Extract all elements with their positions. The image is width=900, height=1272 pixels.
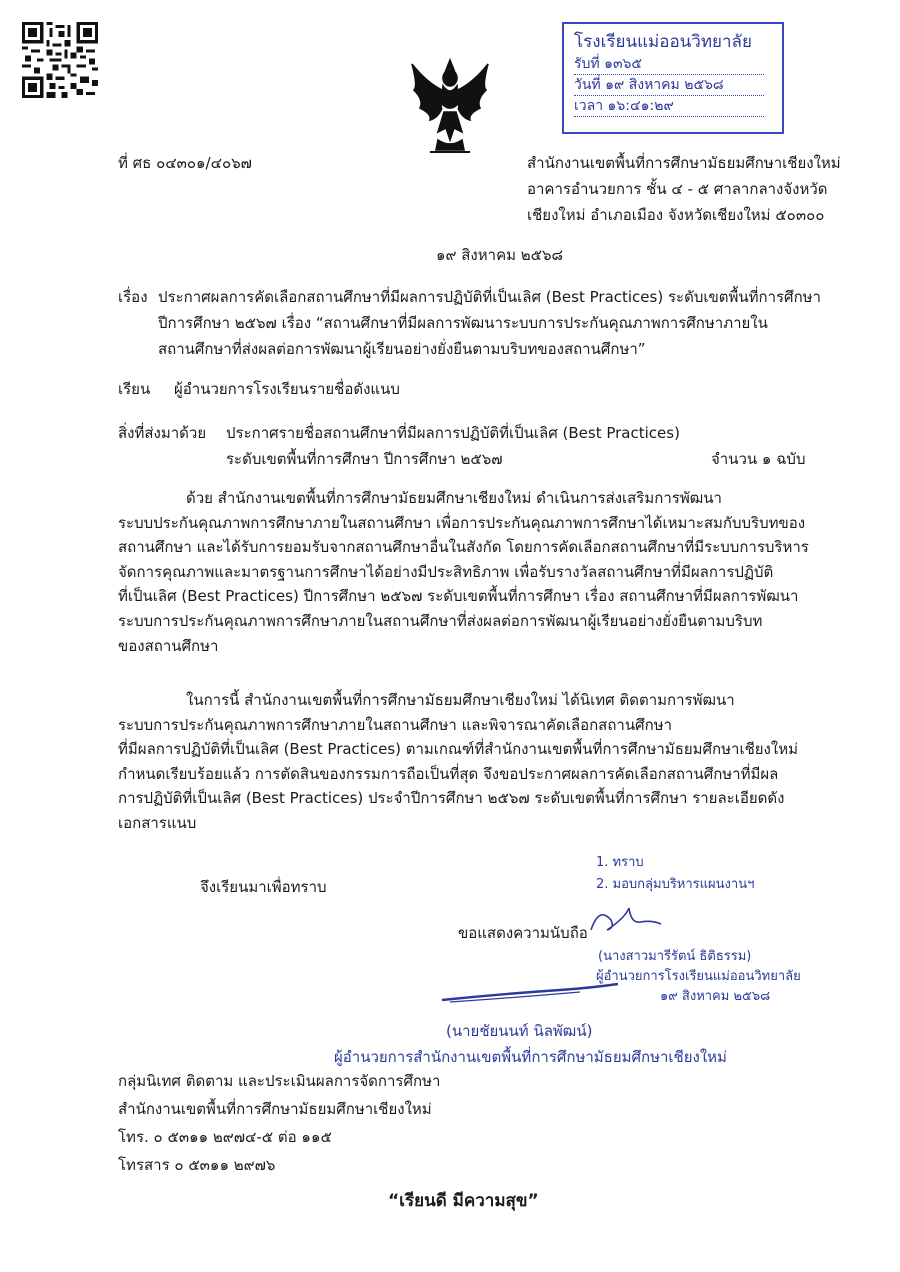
qr-code-icon bbox=[22, 22, 98, 98]
subject-line-3: สถานศึกษาที่ส่งผลต่อการพัฒนาผู้เรียนอย่างยั่งยืนตามบริบทของสถานศึกษา” bbox=[158, 340, 646, 358]
enclosure-count: จำนวน ๑ ฉบับ bbox=[711, 450, 806, 468]
body-p1-line: ด้วย สำนักงานเขตพื้นที่การศึกษามัธยมศึกษาเชียงใหม่ ดำเนินการส่งเสริมการพัฒนา bbox=[186, 489, 722, 507]
respect-closing: ขอแสดงความนับถือ bbox=[458, 924, 588, 942]
salutation-recipient: ผู้อำนวยการโรงเรียนรายชื่อดังแนบ bbox=[174, 380, 400, 398]
footer-phone: โทร. ๐ ๕๓๑๑ ๒๙๗๔-๕ ต่อ ๑๑๕ bbox=[118, 1128, 332, 1146]
stamp-date: วันที่ ๑๙ สิงหาคม ๒๕๖๘ bbox=[574, 75, 764, 96]
annotation-signer-title: ผู้อำนวยการโรงเรียนแม่ออนวิทยาลัย bbox=[596, 969, 801, 984]
footer-fax: โทรสาร ๐ ๕๓๑๑ ๒๙๗๖ bbox=[118, 1156, 276, 1174]
annotation-item-1: 1. ทราบ bbox=[596, 855, 644, 870]
enclosure-line-1: ประกาศรายชื่อสถานศึกษาที่มีผลการปฏิบัติที่เป็นเลิศ (Best Practices) bbox=[226, 424, 680, 442]
letter-date: ๑๙ สิงหาคม ๒๕๖๘ bbox=[436, 246, 564, 264]
body-p1-line: ของสถานศึกษา bbox=[118, 636, 219, 655]
body-p1-line: ระบบประกันคุณภาพการศึกษาภายในสถานศึกษา เพื่อการประกันคุณภาพการศึกษาได้เหมาะสมกับบริบทของ bbox=[118, 513, 806, 532]
footer-office: สำนักงานเขตพื้นที่การศึกษามัธยมศึกษาเชียงใหม่ bbox=[118, 1100, 432, 1118]
reference-number: ที่ ศธ ๐๔๓๐๑/๔๐๖๗ bbox=[118, 154, 252, 172]
body-p1-line: ที่เป็นเลิศ (Best Practices) ปีการศึกษา ๒๕๖๗ ระดับเขตพื้นที่การศึกษา เรื่อง สถานศึกษาที่มีผลการพัฒนา bbox=[118, 587, 799, 606]
body-p2-line: ในการนี้ สำนักงานเขตพื้นที่การศึกษามัธยมศึกษาเชียงใหม่ ได้นิเทศ ติดตามการพัฒนา bbox=[186, 691, 735, 709]
signatory-title: ผู้อำนวยการสำนักงานเขตพื้นที่การศึกษามัธยมศึกษาเชียงใหม่ bbox=[334, 1048, 727, 1066]
closing-text: จึงเรียนมาเพื่อทราบ bbox=[200, 878, 327, 896]
signatory-name: (นายชัยนนท์ นิลพัฒน์) bbox=[446, 1022, 593, 1040]
enclosure-label: สิ่งที่ส่งมาด้วย bbox=[118, 424, 207, 442]
motto: “เรียนดี มีความสุข” bbox=[388, 1191, 539, 1211]
subject-line-1: ประกาศผลการคัดเลือกสถานศึกษาที่มีผลการปฏิบัติที่เป็นเลิศ (Best Practices) ระดับเขตพื้นที่การศึกษา bbox=[158, 288, 821, 306]
subject-label: เรื่อง bbox=[118, 288, 148, 306]
body-paragraph-2 bbox=[118, 688, 818, 836]
salutation-label: เรียน bbox=[118, 380, 151, 398]
office-address-line-3: เชียงใหม่ อำเภอเมือง จังหวัดเชียงใหม่ ๕๐๓๐๐ bbox=[527, 206, 825, 224]
receipt-stamp bbox=[562, 22, 784, 134]
stamp-time: เวลา ๑๖:๔๑:๒๙ bbox=[574, 96, 764, 117]
body-p1-line: สถานศึกษา และได้รับการยอมรับจากสถานศึกษาอื่นในสังกัด โดยการคัดเลือกสถานศึกษาที่มีระบบการบริหาร bbox=[118, 538, 809, 557]
footer-department: กลุ่มนิเทศ ติดตาม และประเมินผลการจัดการศึกษา bbox=[118, 1072, 441, 1090]
handwritten-signature-icon bbox=[585, 900, 665, 940]
office-address-line-1: สำนักงานเขตพื้นที่การศึกษามัธยมศึกษาเชียงใหม่ bbox=[527, 154, 841, 172]
body-p2-line: เอกสารแนบ bbox=[118, 813, 197, 832]
office-address-line-2: อาคารอำนวยการ ชั้น ๔ - ๕ ศาลากลางจังหวัด bbox=[527, 180, 828, 198]
garuda-emblem-icon bbox=[408, 56, 492, 158]
body-p2-line: ที่มีผลการปฏิบัติที่เป็นเลิศ (Best Practices) ตามเกณฑ์ที่สำนักงานเขตพื้นที่การศึกษามัธยมศึกษาเชียงใหม่ bbox=[118, 740, 798, 759]
subject-line-2: ปีการศึกษา ๒๕๖๗ เรื่อง “สถานศึกษาที่มีผลการพัฒนาระบบการประกันคุณภาพการศึกษาภายใน bbox=[158, 314, 768, 332]
annotation-item-2: 2. มอบกลุ่มบริหารแผนงานฯ bbox=[596, 877, 755, 892]
stamp-received-no: รับที่ ๑๓๖๕ bbox=[574, 54, 764, 75]
body-p2-line: ระบบการประกันคุณภาพการศึกษาภายในสถานศึกษา และพิจารณาคัดเลือกสถานศึกษา bbox=[118, 715, 673, 734]
body-paragraph-1 bbox=[118, 486, 818, 658]
body-p1-line: ระบบการประกันคุณภาพการศึกษาภายในสถานศึกษาที่ส่งผลต่อการพัฒนาผู้เรียนอย่างยั่งยืนตามบริบท bbox=[118, 611, 763, 630]
stamp-school-name: โรงเรียนแม่ออนวิทยาลัย bbox=[574, 32, 752, 52]
body-p2-line: การปฏิบัติที่เป็นเลิศ (Best Practices) ประจำปีการศึกษา ๒๕๖๗ ระดับเขตพื้นที่การศึกษา รายละเอียดดัง bbox=[118, 789, 785, 808]
annotation-signer-date: ๑๙ สิงหาคม ๒๕๖๘ bbox=[660, 989, 771, 1004]
body-p1-line: จัดการคุณภาพและมาตรฐานการศึกษาได้อย่างมีประสิทธิภาพ เพื่อรับรางวัลสถานศึกษาที่มีผลการปฏิบัติ bbox=[118, 562, 774, 581]
director-signature-icon bbox=[440, 976, 620, 1006]
body-p2-line: กำหนดเรียบร้อยแล้ว การตัดสินของกรรมการถือเป็นที่สุด จึงขอประกาศผลการคัดเลือกสถานศึกษาที่มีผล bbox=[118, 764, 779, 783]
annotation-signer-name: (นางสาวมารีรัตน์ ธิติธรรม) bbox=[598, 949, 752, 964]
enclosure-line-2: ระดับเขตพื้นที่การศึกษา ปีการศึกษา ๒๕๖๗ bbox=[226, 450, 503, 468]
